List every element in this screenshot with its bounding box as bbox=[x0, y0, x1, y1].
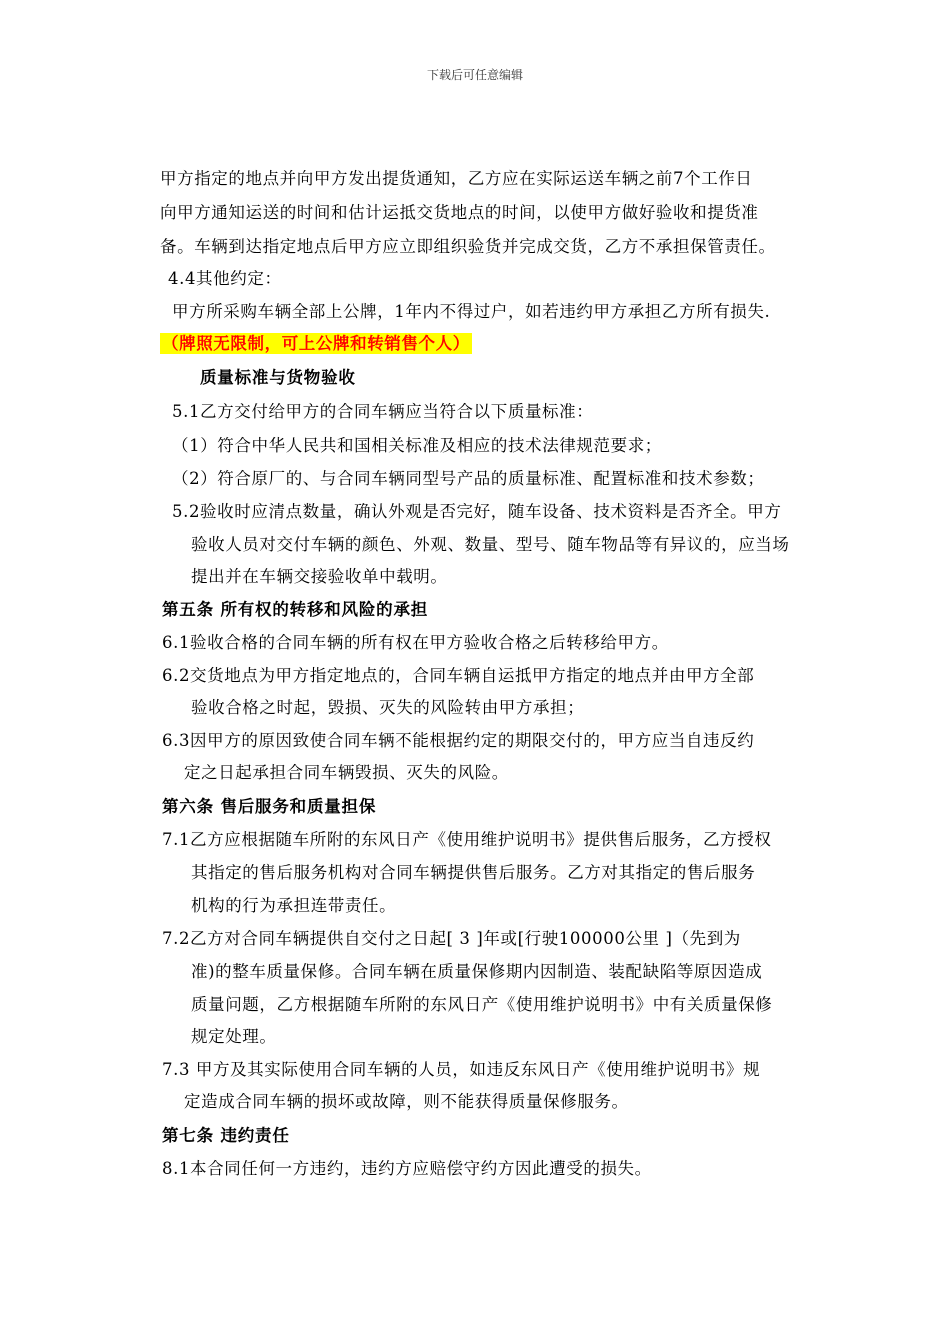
body-line: 7.3 甲方及其实际使用合同车辆的人员，如违反东风日产《使用维护说明书》规 bbox=[162, 1060, 761, 1079]
body-line: 定造成合同车辆的损坏或故障，则不能获得质量保修服务。 bbox=[184, 1092, 629, 1111]
body-line: 备。车辆到达指定地点后甲方应立即组织验货并完成交货，乙方不承担保管责任。 bbox=[160, 237, 776, 256]
body-line: （2）符合原厂的、与合同车辆同型号产品的质量标准、配置标准和技术参数； bbox=[172, 469, 765, 488]
section-heading: 第六条 售后服务和质量担保 bbox=[162, 797, 377, 816]
body-line: 验收人员对交付车辆的颜色、外观、数量、型号、随车物品等有异议的，应当场 bbox=[191, 535, 790, 554]
highlight-note-text: （牌照无限制，可上公牌和转销售个人） bbox=[162, 334, 470, 353]
body-line: 7.1乙方应根据随车所附的东风日产《使用维护说明书》提供售后服务，乙方授权 bbox=[162, 830, 772, 849]
body-line: 规定处理。 bbox=[191, 1027, 277, 1046]
body-line: 6.2交货地点为甲方指定地点的，合同车辆自运抵甲方指定的地点并由甲方全部 bbox=[162, 666, 755, 685]
body-line: 提出并在车辆交接验收单中载明。 bbox=[191, 567, 448, 586]
body-line: 质量问题，乙方根据随车所附的东风日产《使用维护说明书》中有关质量保修 bbox=[191, 995, 773, 1014]
body-line: 定之日起承担合同车辆毁损、灭失的风险。 bbox=[184, 763, 509, 782]
body-line: 甲方指定的地点并向甲方发出提货通知，乙方应在实际运送车辆之前7个工作日 bbox=[160, 169, 753, 188]
section-heading: 第五条 所有权的转移和风险的承担 bbox=[162, 600, 429, 619]
body-line: 准)的整车质量保修。合同车辆在质量保修期内因制造、装配缺陷等原因造成 bbox=[191, 962, 763, 981]
body-line: 4.4其他约定： bbox=[168, 269, 282, 288]
body-line: （1）符合中华人民共和国相关标准及相应的技术法律规范要求； bbox=[172, 436, 662, 455]
body-line: 6.3因甲方的原因致使合同车辆不能根据约定的期限交付的，甲方应当自违反约 bbox=[162, 731, 755, 750]
body-line: 5.1乙方交付给甲方的合同车辆应当符合以下质量标准： bbox=[172, 402, 594, 421]
body-line: 甲方所采购车辆全部上公牌，1年内不得过户，如若违约甲方承担乙方所有损失. bbox=[172, 302, 771, 321]
body-line: 8.1本合同任何一方违约，违约方应赔偿守约方因此遭受的损失。 bbox=[162, 1159, 652, 1178]
body-line: 向甲方通知运送的时间和估计运抵交货地点的时间，以使甲方做好验收和提货准 bbox=[160, 203, 759, 222]
body-line: 其指定的售后服务机构对合同车辆提供售后服务。乙方对其指定的售后服务 bbox=[191, 863, 756, 882]
body-line: 6.1验收合格的合同车辆的所有权在甲方验收合格之后转移给甲方。 bbox=[162, 633, 669, 652]
body-line: 5.2验收时应清点数量，确认外观是否完好，随车设备、技术资料是否齐全。甲方 bbox=[172, 502, 782, 521]
section-heading: 第七条 违约责任 bbox=[162, 1126, 290, 1145]
body-line: 7.2乙方对合同车辆提供自交付之日起[ 3 ]年或[行驶100000公里 ]（先到为 bbox=[162, 929, 741, 948]
page-header: 下载后可任意编辑 bbox=[426, 68, 523, 82]
highlight-note bbox=[160, 333, 472, 355]
section-heading: 质量标准与货物验收 bbox=[200, 368, 356, 387]
body-line: 验收合格之时起，毁损、灭失的风险转由甲方承担； bbox=[191, 698, 585, 717]
body-line: 机构的行为承担连带责任。 bbox=[191, 896, 397, 915]
